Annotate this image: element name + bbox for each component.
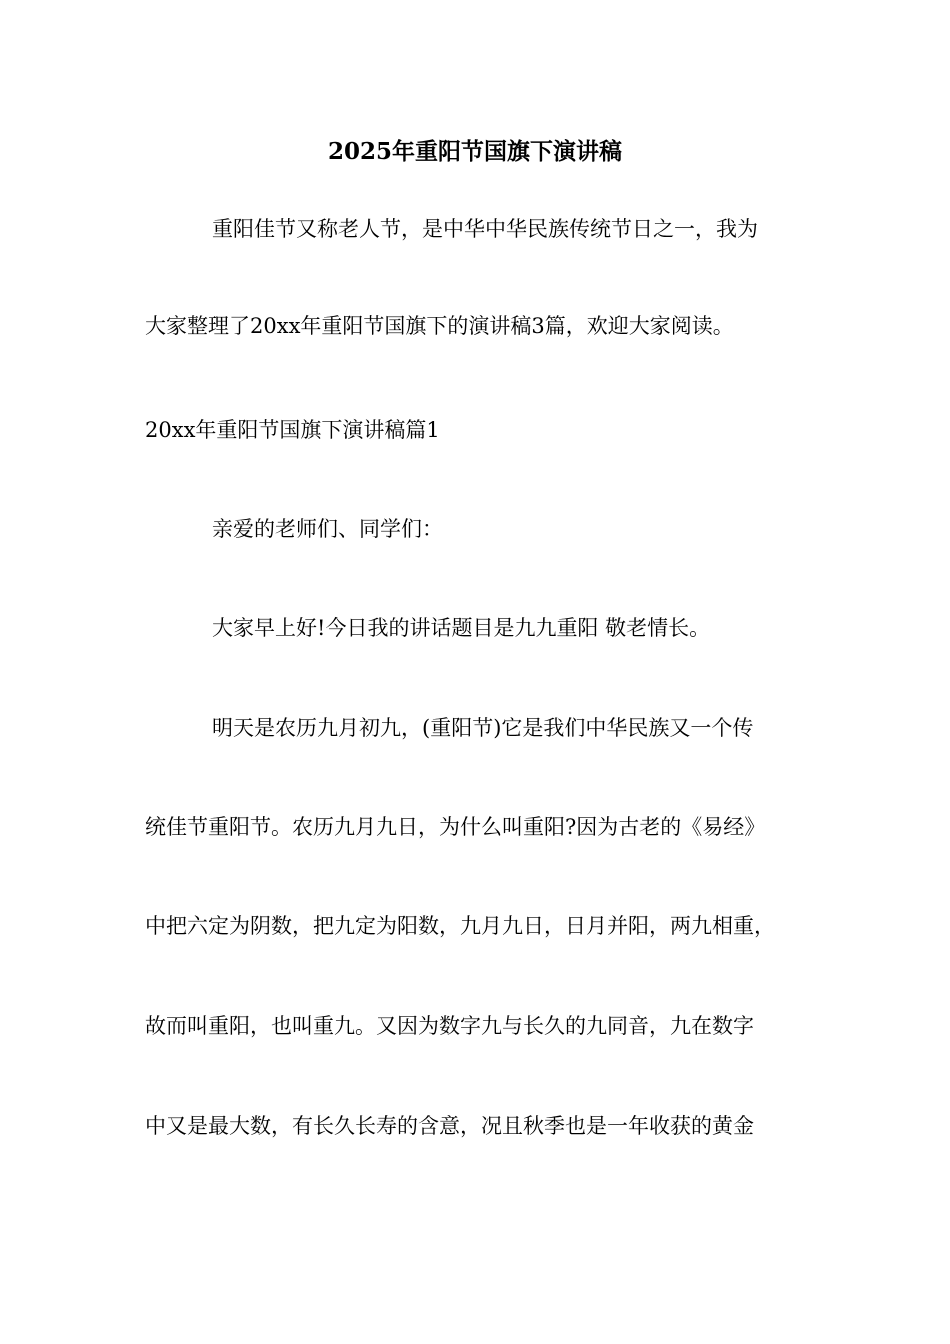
paragraph-line: 故而叫重阳，也叫重九。又因为数字九与长久的九同音，九在数字 bbox=[145, 1014, 754, 1038]
paragraph-line: 重阳佳节又称老人节，是中华中华民族传统节日之一，我为 bbox=[212, 217, 758, 241]
document-title: 2025年重阳节国旗下演讲稿 bbox=[327, 138, 622, 165]
paragraph-line: 统佳节重阳节。农历九月九日，为什么叫重阳?因为古老的《易经》 bbox=[145, 815, 766, 839]
paragraph-line: 明天是农历九月初九，(重阳节)它是我们中华民族又一个传 bbox=[212, 716, 754, 740]
section-heading: 20xx年重阳节国旗下演讲稿篇1 bbox=[145, 418, 440, 442]
paragraph-line: 大家整理了20xx年重阳节国旗下的演讲稿3篇，欢迎大家阅读。 bbox=[145, 314, 734, 338]
paragraph-line: 大家早上好!今日我的讲话题目是九九重阳 敬老情长。 bbox=[212, 616, 711, 640]
greeting-line: 亲爱的老师们、同学们： bbox=[212, 517, 443, 541]
paragraph-line: 中把六定为阴数，把九定为阳数，九月九日，日月并阳，两九相重， bbox=[145, 914, 775, 938]
paragraph-line: 中又是最大数，有长久长寿的含意，况且秋季也是一年收获的黄金 bbox=[145, 1114, 754, 1138]
